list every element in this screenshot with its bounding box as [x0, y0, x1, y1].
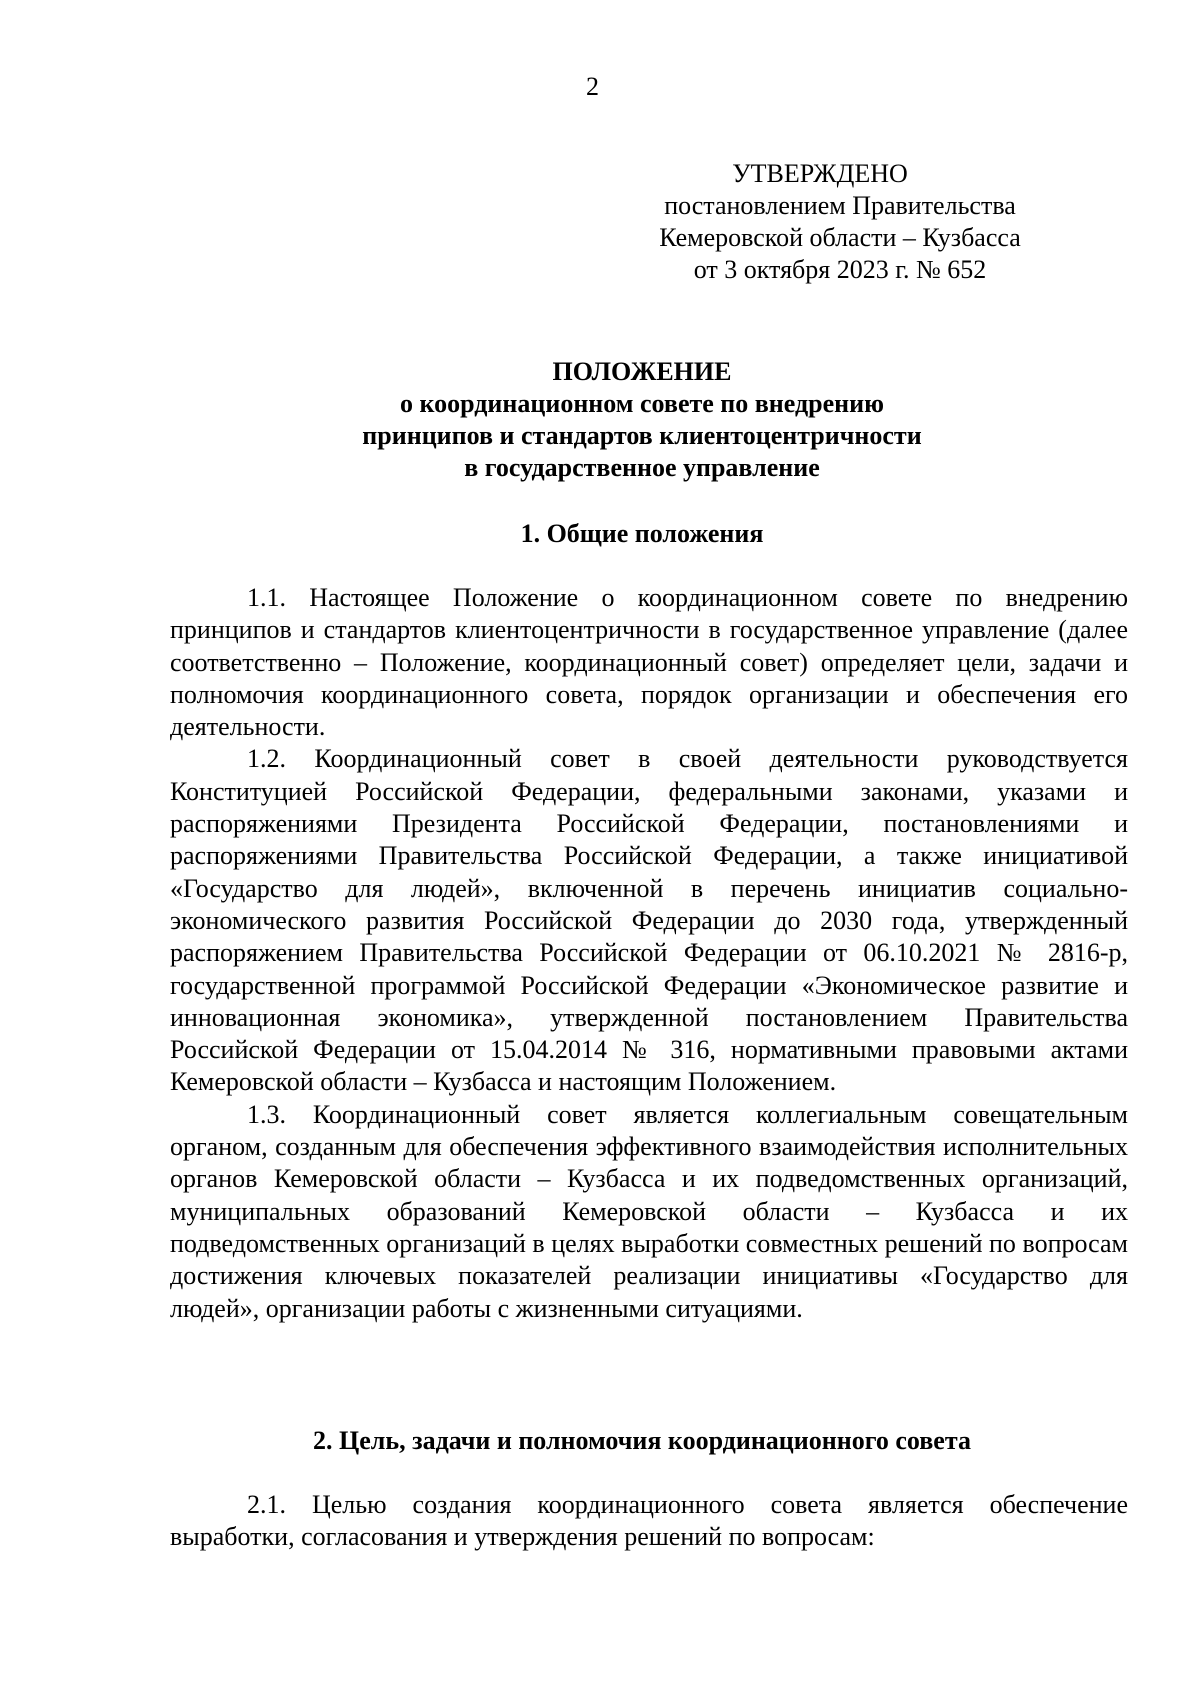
- approval-line-1: постановлением Правительства: [664, 191, 1016, 220]
- paragraph-2-1: 2.1. Целью создания координационного совета является обеспечение выработки, согласования и утверждения решений по вопросам:: [170, 1490, 1128, 1552]
- section-heading-1: 1. Общие положения: [520, 519, 764, 548]
- document-title-line-1: о координационном совете по внедрению: [400, 389, 884, 418]
- page-number: 2: [586, 72, 599, 101]
- approval-stamp: УТВЕРЖДЕНО: [732, 159, 908, 188]
- paragraph-1-2: 1.2. Координационный совет в своей деятельности руководствуется Конституцией Российской Федерации, федеральными законами, указами и распоряжениями Президента Российской Федерации, постановлениями и распоряжениями Правительства Российской Федерации, а также инициативой «Государство для людей», включенной в перечень инициатив социально-экономического развития Российской Федерации до 2030 года, утвержденный распоряжением Правительства Российской Федерации от 06.10.2021 № 2816-р, государственной программой Российской Федерации «Экономическое развитие и инновационная экономика», утвержденной постановлением Правительства Российской Федерации от 15.04.2014 № 316, нормативными правовыми актами Кемеровской области – Кузбасса и настоящим Положением.: [170, 744, 1128, 1097]
- document-title: [160, 356, 1124, 484]
- paragraph-1-3: 1.3. Координационный совет является коллегиальным совещательным органом, созданным для обеспечения эффективного взаимодействия исполнительных органов Кемеровской области – Кузбасса и их подведомственных организаций, муниципальных образований Кемеровской области – Кузбасса и их подведомственных организаций в целях выработки совместных решений по вопросам достижения ключевых показателей реализации инициативы «Государство для людей», организации работы с жизненными ситуациями.: [170, 1099, 1128, 1323]
- document-title-line-3: в государственное управление: [464, 453, 820, 482]
- approval-line-3: от 3 октября 2023 г. № 652: [693, 255, 987, 284]
- document-title-line-2: принципов и стандартов клиентоцентричности: [362, 421, 922, 450]
- approval-line-2: Кемеровской области – Кузбасса: [659, 223, 1021, 252]
- section-1-body: [170, 582, 1128, 1325]
- document-title-main: ПОЛОЖЕНИЕ: [552, 357, 732, 386]
- approval-block: [620, 158, 1060, 286]
- section-heading-2: 2. Цель, задачи и полномочия координационного совета: [313, 1426, 971, 1455]
- section-2-body: [170, 1489, 1128, 1554]
- paragraph-1-1: 1.1. Настоящее Положение о координационном совете по внедрению принципов и стандартов клиентоцентричности в государственное управление (далее соответственно – Положение, координационный совет) определяет цели, задачи и полномочия координационного совета, порядок организации и обеспечения его деятельности.: [170, 583, 1128, 742]
